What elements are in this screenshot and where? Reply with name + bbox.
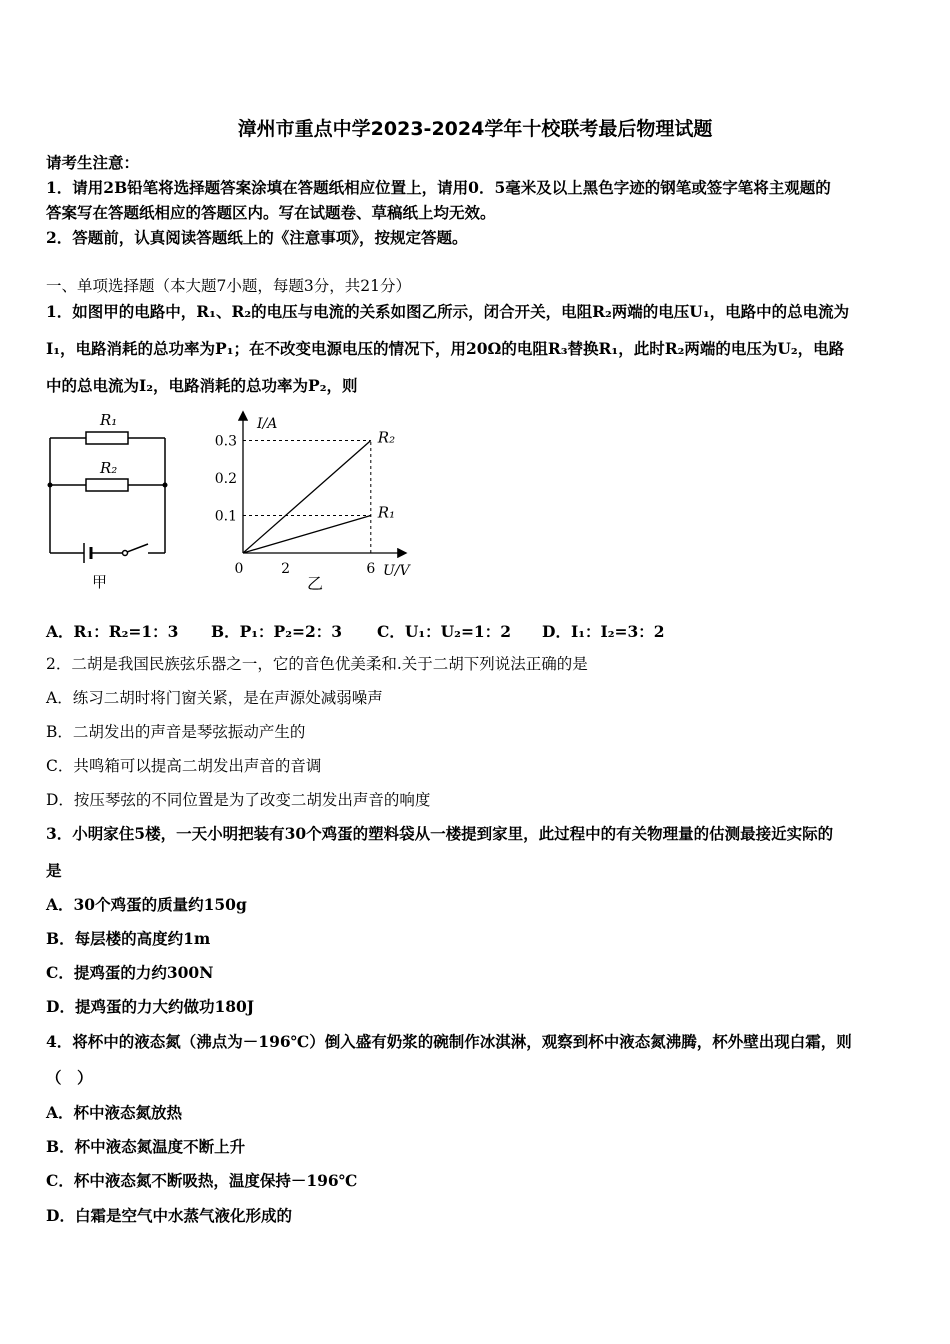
- notice-item-2: 2．答题前，认真阅读答题纸上的《注意事项》，按规定答题。: [46, 228, 468, 247]
- page-title: 漳州市重点中学2023-2024学年十校联考最后物理试题: [237, 118, 713, 140]
- q3-option-d: D．提鸡蛋的力大约做功180J: [46, 997, 255, 1016]
- q4-option-a: A．杯中液态氮放热: [46, 1103, 183, 1122]
- series-line-2: [243, 516, 371, 554]
- x-tick-label-6: 6: [366, 561, 376, 577]
- x-tick-label-0: 0: [234, 561, 244, 577]
- iu-graph: [205, 405, 430, 595]
- switch-blade: [127, 544, 148, 552]
- switch-contact: [123, 551, 128, 556]
- q1-option-b: B．P₁：P₂=2：3: [211, 622, 343, 641]
- series-label-1: R₂: [377, 428, 396, 447]
- q1-line-3: 中的总电流为I₂，电路消耗的总功率为P₂，则: [46, 376, 358, 395]
- q2-option-c: C．共鸣箱可以提高二胡发出声音的音调: [46, 757, 322, 775]
- q1-line-2: I₁，电路消耗的总功率为P₁；在不改变电源电压的情况下，用20Ω的电阻R₃替换R₁，此时R₂两端的电压为U₂，电路: [46, 339, 845, 358]
- notice-item-1-line-2: 答案写在答题纸相应的答题区内。写在试题卷、草稿纸上均无效。: [46, 203, 496, 222]
- q4-line-2: （ ）: [46, 1068, 93, 1087]
- series-label-2: R₁: [377, 503, 396, 522]
- circuit-diagram: [40, 405, 180, 595]
- q4-option-c: C．杯中液态氮不断吸热，温度保持－196℃: [46, 1171, 358, 1190]
- notice-heading: 请考生注意：: [46, 153, 140, 172]
- junction-left: [48, 483, 53, 488]
- q2-option-d: D．按压琴弦的不同位置是为了改变二胡发出声音的响度: [46, 791, 431, 809]
- x-axis-label: U/V: [383, 563, 410, 579]
- graph-caption: 乙: [307, 574, 324, 593]
- q2-option-a: A．练习二胡时将门窗关紧，是在声源处减弱噪声: [46, 689, 383, 707]
- r2-resistor: [86, 479, 128, 491]
- q1-option-a: A．R₁：R₂=1：3: [46, 622, 179, 641]
- q1-option-c: C．U₁：U₂=1：2: [377, 622, 512, 641]
- y-axis-label: I/A: [257, 416, 278, 432]
- y-tick-label-0.2: 0.2: [214, 471, 237, 487]
- r1-resistor: [86, 432, 128, 444]
- q4-option-b: B．杯中液态氮温度不断上升: [46, 1137, 246, 1156]
- r1-label: R₁: [100, 411, 118, 429]
- q3-option-b: B．每层楼的高度约1m: [46, 929, 211, 948]
- x-tick-label-2: 2: [281, 561, 291, 577]
- circuit-caption: 甲: [92, 573, 108, 591]
- y-tick-label-0.3: 0.3: [214, 433, 237, 450]
- q3-line-1: 3．小明家住5楼，一天小明把装有30个鸡蛋的塑料袋从一楼提到家里，此过程中的有关物理量的估测最接近实际的: [46, 824, 834, 843]
- q3-line-2: 是: [46, 861, 62, 880]
- series-line-1: [243, 441, 371, 554]
- q2-stem: 2．二胡是我国民族弦乐器之一，它的音色优美柔和.关于二胡下列说法正确的是: [46, 655, 588, 673]
- junction-right: [163, 483, 168, 488]
- notice-item-1-line-1: 1．请用2B铅笔将选择题答案涂填在答题纸相应位置上，请用0．5毫米及以上黑色字迹的钢笔或签字笔将主观题的: [46, 178, 831, 197]
- q1-option-d: D．I₁：I₂=3：2: [542, 622, 665, 641]
- r2-label: R₂: [100, 459, 118, 477]
- section-heading: 一、单项选择题（本大题7小题，每题3分，共21分）: [46, 277, 411, 295]
- y-tick-label-0.1: 0.1: [214, 508, 237, 525]
- q2-option-b: B．二胡发出的声音是琴弦振动产生的: [46, 723, 306, 741]
- q4-line-1: 4．将杯中的液态氮（沸点为－196℃）倒入盛有奶浆的碗制作冰淇淋，观察到杯中液态氮沸腾，杯外壁出现白霜，则: [46, 1032, 852, 1051]
- q3-option-c: C．提鸡蛋的力约300N: [46, 963, 214, 982]
- q3-option-a: A．30个鸡蛋的质量约150g: [46, 895, 247, 914]
- q4-option-d: D．白霜是空气中水蒸气液化形成的: [46, 1206, 292, 1225]
- q1-line-1: 1．如图甲的电路中，R₁、R₂的电压与电流的关系如图乙所示，闭合开关，电阻R₂两端的电压U₁，电路中的总电流为: [46, 302, 850, 321]
